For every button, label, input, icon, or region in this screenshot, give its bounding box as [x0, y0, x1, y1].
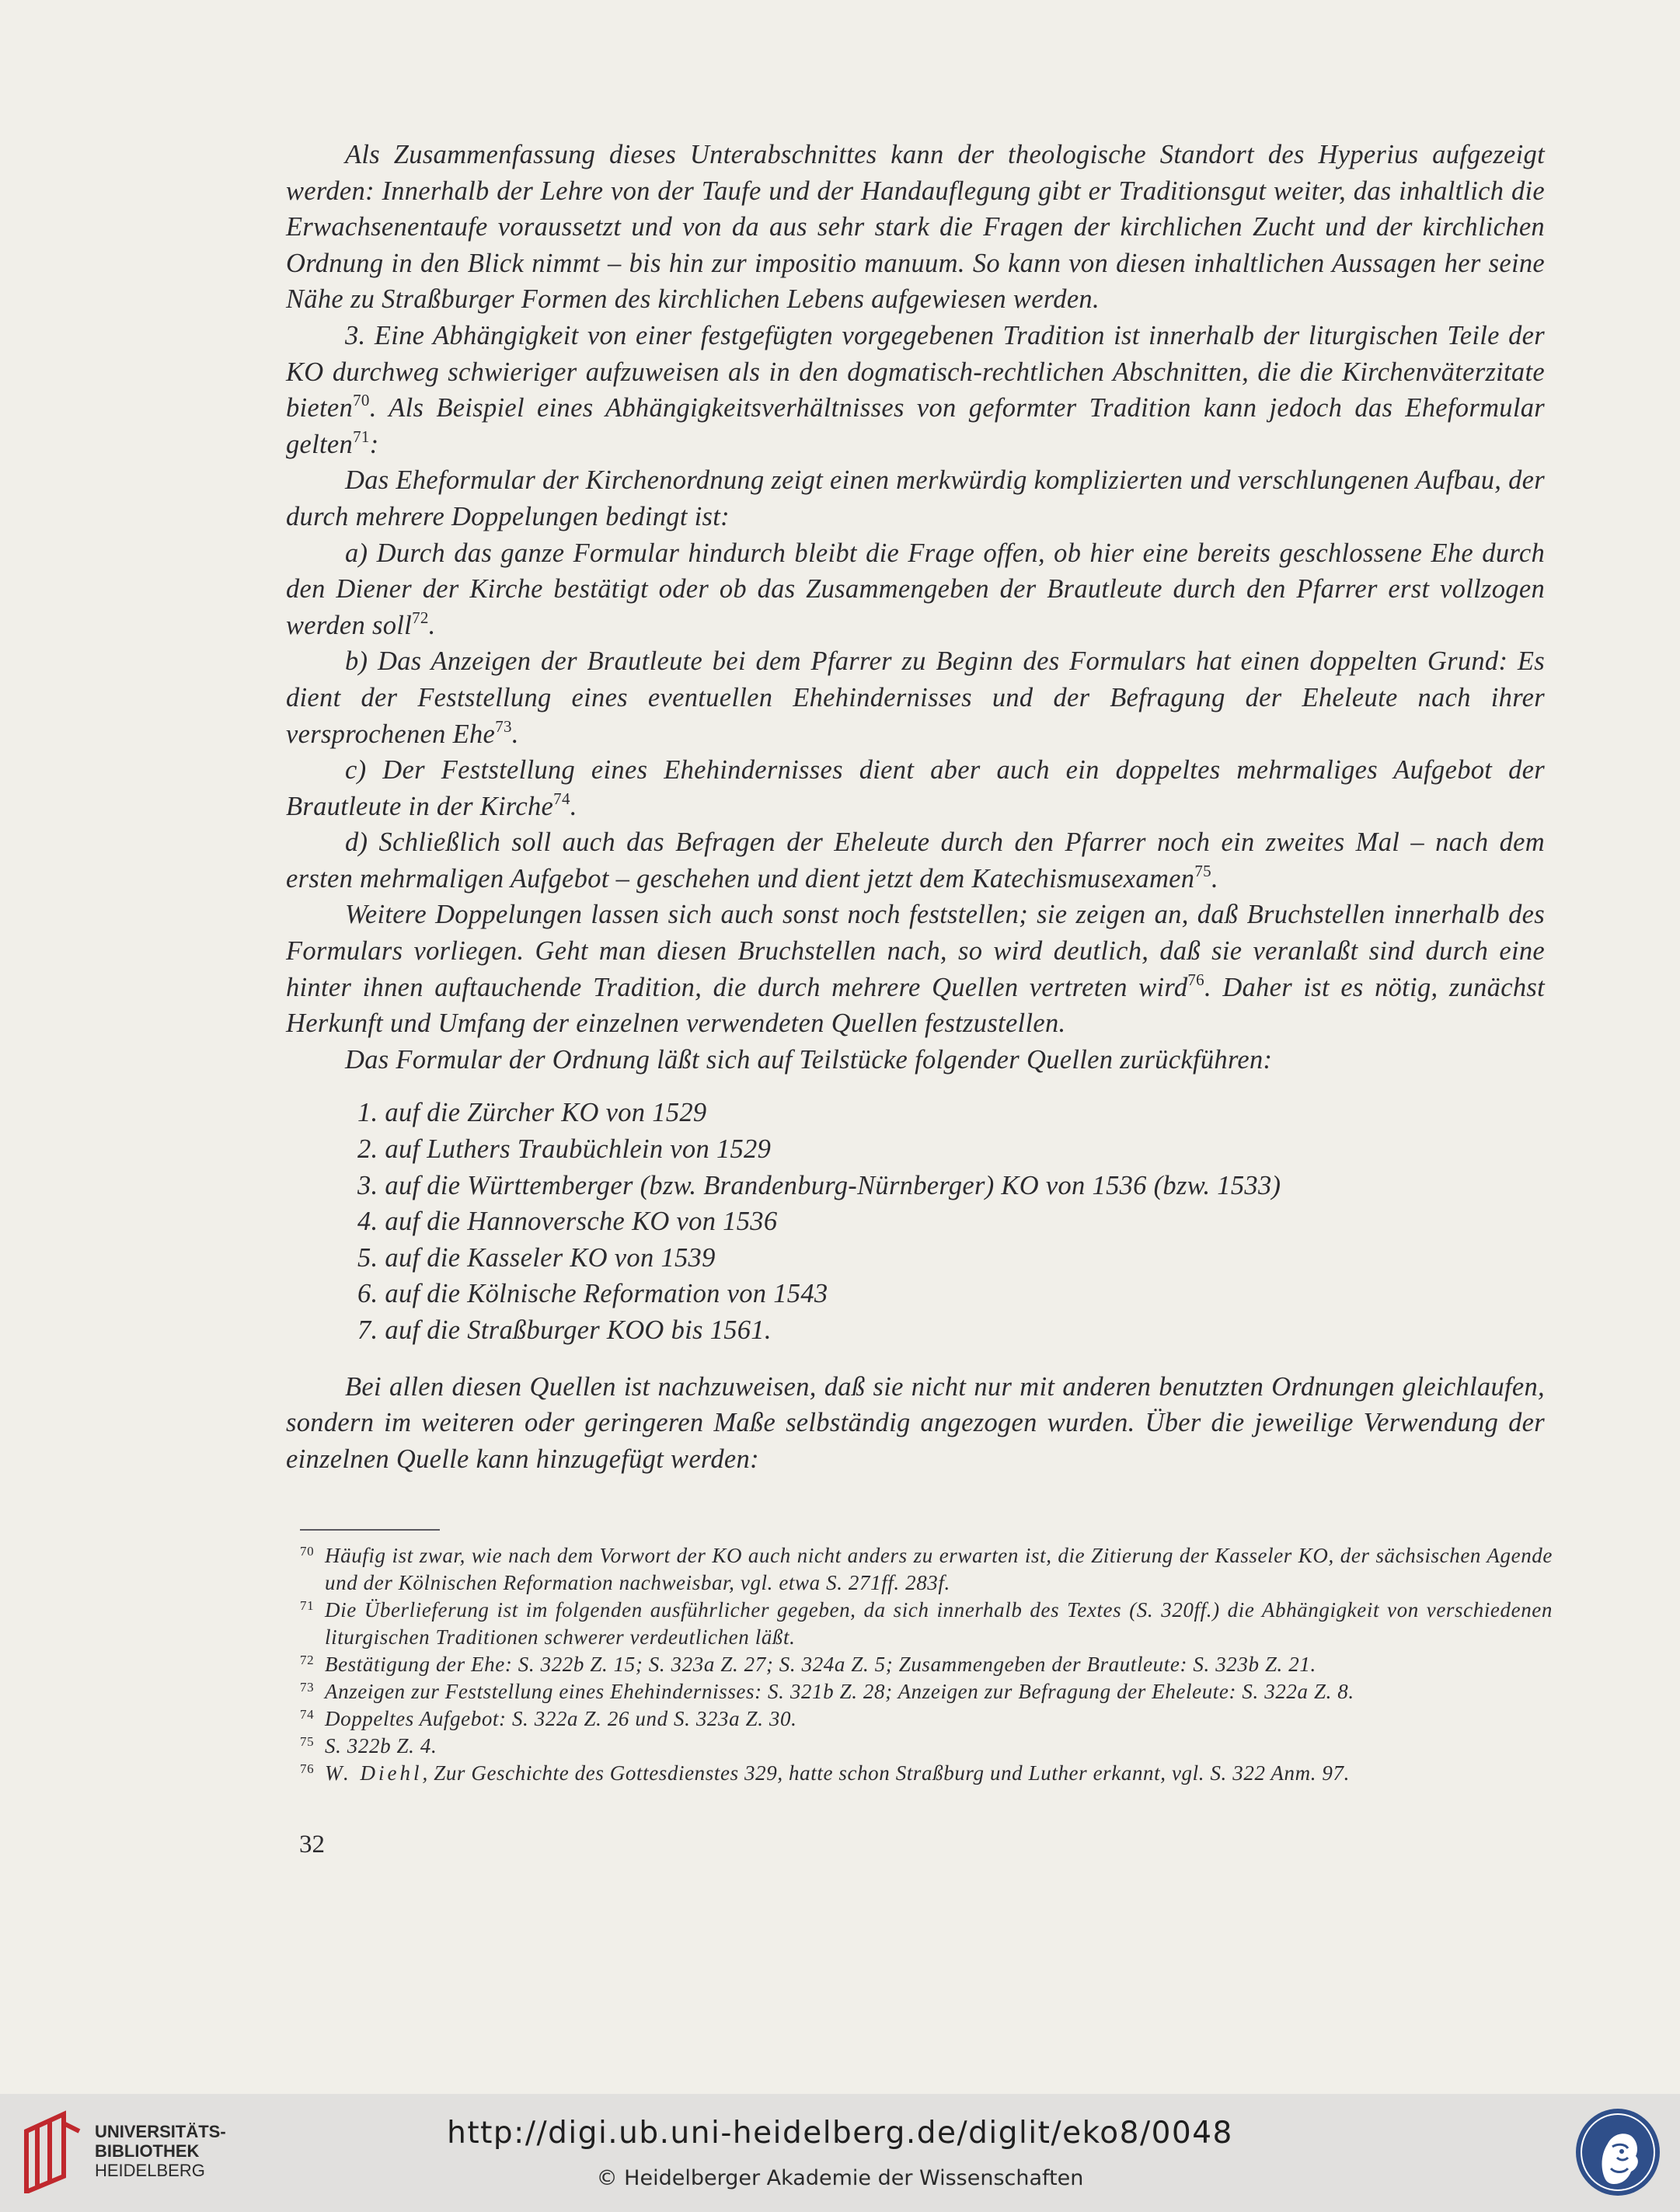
- list-item: 5. auf die Kasseler KO von 1539: [357, 1242, 716, 1273]
- footnote-number: 74: [300, 1707, 315, 1722]
- paragraph-eheformular: Das Eheformular der Kirchenordnung zeigt einen merkwürdig komplizierten und verschlungenen Aufbau, der durch mehrere Doppelungen bedingt ist:: [286, 465, 1545, 531]
- paragraph-d: d) Schließlich soll auch das Befragen der Eheleute durch den Pfarrer noch ein zweites Mal – nach dem ersten mehrmaligen Aufgebot – geschehen und dient jetzt dem Katechismusexamen$^{75}$.: [286, 827, 1545, 894]
- footnote-ref-76[interactable]: 76: [1187, 970, 1204, 989]
- footnote-70: [300, 1542, 1553, 1597]
- copyright-notice: © Heidelberger Akademie der Wissenschaften: [596, 2166, 1084, 2190]
- page-number: 32: [299, 1831, 325, 1858]
- footnote-number: 73: [300, 1680, 315, 1695]
- footnote-text: W. Diehl, Zur Geschichte des Gottesdienstes 329, hatte schon Straßburg und Luther erkannt, vgl. S. 322 Anm. 97.: [325, 1761, 1350, 1785]
- footnote-ref-71[interactable]: 71: [353, 427, 370, 446]
- footnote-ref-70[interactable]: 70: [353, 391, 370, 410]
- paragraph-3: 3. Eine Abhängigkeit von einer festgefügten vorgegebenen Tradition ist innerhalb der liturgischen Teile der KO durchweg schwieriger aufzuweisen als in den dogmatisch-rechtlichen Abschnitten, die die Kirchenväterzitate bieten$^{70}$. Als Beispiel eines Abhängigkeitsverhältnisses von geformter Tradition kann jedoch das Eheformular gelten$^{71}$:: [286, 320, 1545, 459]
- paragraph-b: b) Das Anzeigen der Brautleute bei dem Pfarrer zu Beginn des Formulars hat einen doppelten Grund: Es dient der Feststellung eines eventuellen Ehehindernisses und der Befragung der Eheleute nach ihrer versprochenen Ehe$^{73}$.: [286, 646, 1545, 749]
- viewer-footer: [0, 2094, 1680, 2212]
- footnote-ref-72[interactable]: 72: [412, 608, 429, 627]
- footnote-ref-73[interactable]: 73: [495, 716, 512, 736]
- footnotes: [300, 1542, 1553, 1787]
- footnote-72: [300, 1651, 1553, 1678]
- footnote-73: [300, 1678, 1553, 1705]
- paragraph-a: a) Durch das ganze Formular hindurch bleibt die Frage offen, ob hier eine bereits geschlossene Ehe durch den Diener der Kirche bestätigt oder ob das Zusammengeben der Brautleute durch den Pfarrer erst vollzogen werden soll$^{72}$.: [286, 538, 1545, 640]
- source-list: [357, 1095, 1545, 1348]
- footnote-number: 71: [300, 1598, 315, 1613]
- permalink-url[interactable]: http://digi.ub.uni-heidelberg.de/diglit/eko8/0048: [447, 2116, 1233, 2151]
- footnote-ref-74[interactable]: 74: [553, 789, 570, 808]
- main-text: [286, 137, 1545, 1477]
- footnote-ref-75[interactable]: 75: [1194, 861, 1211, 880]
- footnote-75: [300, 1733, 1553, 1760]
- paragraph-quellen: Das Formular der Ordnung läßt sich auf Teilstücke folgender Quellen zurückführen:: [345, 1044, 1273, 1075]
- paragraph-c: c) Der Feststellung eines Ehehindernisses dient aber auch ein doppeltes mehrmaliges Aufgebot der Brautleute in der Kirche$^{74}$.: [286, 755, 1545, 821]
- list-item: 4. auf die Hannoversche KO von 1536: [357, 1207, 778, 1237]
- list-item: 3. auf die Württemberger (bzw. Brandenburg-Nürnberger) KO von 1536 (bzw. 1533): [357, 1170, 1281, 1200]
- footnote-71: [300, 1597, 1553, 1651]
- paragraph-summary: Als Zusammenfassung dieses Unterabschnittes kann der theologische Standort des Hyperius aufgezeigt werden: Innerhalb der Lehre von der Taufe und der Handauflegung gibt er Traditionsgut weiter, das inhaltlich die Erwachsenentaufe voraussetzt und von da aus sehr stark die Fragen der kirchlichen Zucht und der kirchlichen Ordnung in den Blick nimmt – bis hin zur impositio manuum. So kann von diesen inhaltlichen Aussagen her seine Nähe zu Straßburger Formen des kirchlichen Lebens aufgewiesen werden.: [286, 140, 1545, 315]
- library-name: UNIVERSITÄTS- BIBLIOTHEK HEIDELBERG: [95, 2121, 226, 2180]
- footnote-text: Die Überlieferung ist im folgenden ausführlicher gegeben, da sich innerhalb des Textes (S. 320ff.) die Abhängigkeit von verschiedenen liturgischen Traditionen schwerer verdeutlichen läßt.: [325, 1598, 1553, 1649]
- paragraph-doppelungen: Weitere Doppelungen lassen sich auch sonst noch feststellen; sie zeigen an, daß Bruchstellen innerhalb des Formulars vorliegen. Geht man diesen Bruchstellen nach, so wird deutlich, daß sie veranlaßt sind durch eine hinter ihnen auftauchende Tradition, die durch mehrere Quellen vertreten wird$^{76}$. Daher ist es nötig, zunächst Herkunft und Umfang der einzelnen verwendeten Quellen festzustellen.: [286, 900, 1545, 1039]
- list-item: 7. auf die Straßburger KOO bis 1561.: [357, 1315, 772, 1345]
- footnote-number: 75: [300, 1734, 315, 1749]
- academy-seal-icon[interactable]: [1574, 2106, 1662, 2198]
- footnote-text: Anzeigen zur Feststellung eines Ehehindernisses: S. 321b Z. 28; Anzeigen zur Befragung der Eheleute: S. 322a Z. 8.: [325, 1680, 1354, 1703]
- list-item: 1. auf die Zürcher KO von 1529: [357, 1098, 707, 1128]
- footnote-author: W. Diehl: [325, 1761, 423, 1785]
- list-item: 6. auf die Kölnische Reformation von 1543: [357, 1279, 828, 1309]
- footnote-text: Bestätigung der Ehe: S. 322b Z. 15; S. 323a Z. 27; S. 324a Z. 5; Zusammengeben der Brautleute: S. 323b Z. 21.: [325, 1653, 1316, 1676]
- paragraph-closing: Bei allen diesen Quellen ist nachzuweisen, daß sie nicht nur mit anderen benutzten Ordnungen gleichlaufen, sondern im weiteren oder geringeren Maße selbständig angezogen wurden. Über die jeweilige Verwendung der einzelnen Quelle kann hinzugefügt werden:: [286, 1371, 1545, 1474]
- footnote-divider: [300, 1529, 440, 1531]
- footnote-number: 70: [300, 1544, 315, 1559]
- footnote-text: Doppeltes Aufgebot: S. 322a Z. 26 und S. 323a Z. 30.: [325, 1707, 797, 1730]
- footnote-number: 76: [300, 1761, 315, 1776]
- footnote-text: Häufig ist zwar, wie nach dem Vorwort der KO auch nicht anders zu erwarten ist, die Zitierung der Kasseler KO, der sächsischen Agende und der Kölnischen Reformation nachweisbar, vgl. etwa S. 271ff. 283f.: [325, 1544, 1553, 1594]
- footnote-76: [300, 1760, 1553, 1787]
- list-item: 2. auf Luthers Traubüchlein von 1529: [357, 1134, 772, 1165]
- footnote-text: S. 322b Z. 4.: [325, 1734, 437, 1757]
- footnote-number: 72: [300, 1653, 315, 1667]
- footnote-74: [300, 1705, 1553, 1733]
